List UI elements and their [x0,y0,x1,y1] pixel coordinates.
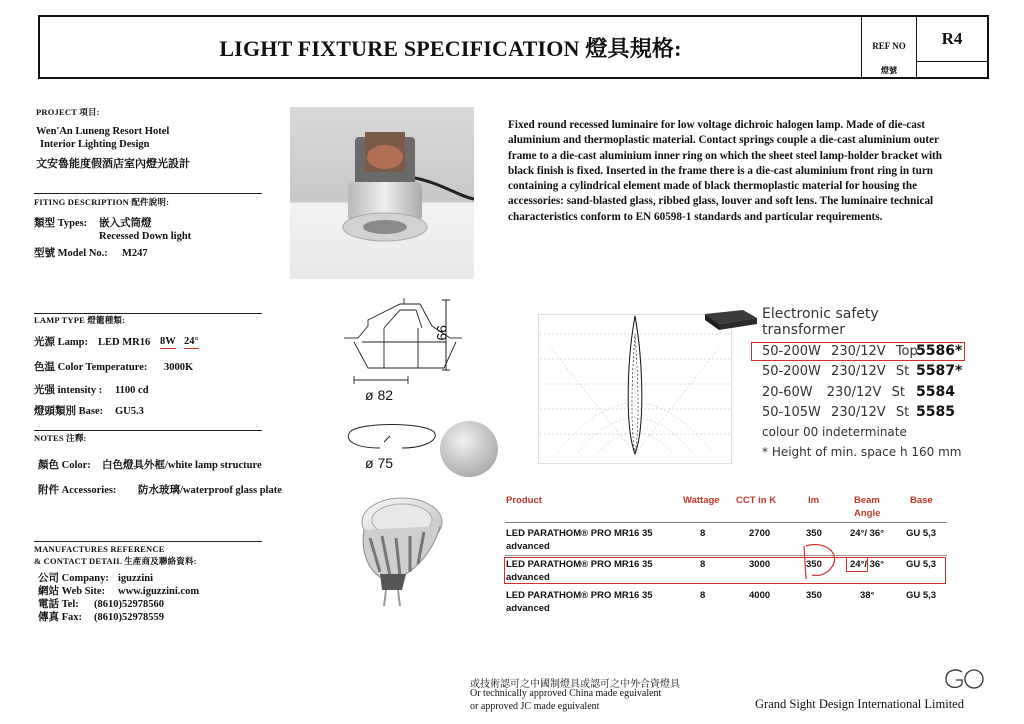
footer-company: Grand Sight Design International Limited [755,697,964,711]
intensity-label: 光强 intensity : [34,385,103,396]
manufacturer-heading1: MANUFACTURES REFERENCE [34,544,165,554]
transformer-mount: Top [895,344,918,359]
lamp-angle: 24° [184,336,199,347]
transformer-code: 5584 [916,384,955,400]
table-cell-cct: 3000 [749,559,771,570]
beam-highlight-box [846,557,868,572]
table-cell-product2: advanced [506,572,550,583]
notes-color-label: 顏色 Color: [38,460,91,471]
spec-header [38,15,989,79]
manufacturer-heading2: & CONTACT DETAIL 生產商及聯絡資料: [34,556,197,566]
table-cell-product: LED PARATHOM® PRO MR16 35 [506,559,653,570]
transformer-mount: St [891,385,905,400]
cutout-diameter: ø 75 [365,455,394,471]
glass-plate-image [438,418,500,480]
table-cell-beam: 38° [860,590,875,601]
red-circle-annotation [800,543,840,583]
table-cell-beam: 24°/ 36° [850,528,885,539]
height-dimension: 99 [434,325,450,341]
transformer-range: 50-105W [762,405,821,420]
transformer-range: 20-60W [762,385,813,400]
tel-label: 電話 Tel: [38,599,79,610]
table-cell-base: GU 5,3 [906,559,937,570]
table-rule [505,555,947,556]
lamp-wattage: 8W [160,336,176,347]
table-rule [505,522,947,523]
model-label: 型號 Model No.: [34,248,108,259]
ref-no-label-cn: 燈號 [881,66,897,75]
table-cell-beam: 24°/ 36° [850,559,885,570]
notes-heading: NOTES 注釋: [34,433,87,443]
project-name-line2: Interior Lighting Design [40,139,150,150]
table-cell-wattage: 8 [700,590,706,601]
color-temp-value: 3000K [164,362,194,373]
transformer-title-line2: transformer [762,322,846,338]
fixture-photo [290,107,474,279]
ref-no-label: REF NO [872,41,906,51]
ref-no-label-cell [862,17,917,77]
transformer-code: 5585 [916,404,955,420]
divider [34,541,262,542]
type-label: 類型 Types: [34,218,88,229]
colour-note: colour 00 indeterminate [762,425,907,439]
website-label: 網站 Web Site: [38,586,106,597]
project-name-line1: Wen'An Luneng Resort Hotel [36,126,170,137]
company-label: 公司 Company: [38,573,109,584]
divider [34,430,262,431]
cutout-drawing [344,420,440,456]
website-value[interactable]: www.iguzzini.com [118,586,200,597]
table-cell-base: GU 5,3 [906,528,937,539]
transformer-volt: 230/12V [826,385,882,400]
table-cell-product2: advanced [506,603,550,614]
company-logo [942,666,988,692]
table-cell-lm: 350 [806,528,822,539]
notes-acc-label: 附件 Accessories: [38,485,117,496]
photometric-diagram [538,314,732,464]
transformer-mount: St [895,364,910,379]
transformer-volt: 230/12V [831,344,886,359]
notes-acc-value: 防水玻璃/waterproof glass plate [138,485,282,496]
project-heading: PROJECT 項目: [36,107,100,117]
table-cell-base: GU 5,3 [906,590,937,601]
lamp-heading: LAMP TYPE 燈籠種類: [34,315,126,325]
footer-en1: Or technically approved China made eguivalent [470,688,662,699]
company-value: iguzzini [118,573,154,584]
col-cct: CCT in K [736,495,777,506]
transformer-mount: St [895,405,910,420]
fixture-description: Fixed round recessed luminaire for low voltage dichroic halogen lamp. Made of die-cast aluminium and thermoplastic material. Contact springs couple a die-cast aluminium outer frame to a die-cast aluminium inner ring on which the sheet steel lamp-holder bracket with black finish is fixed. Inserted in the frame there is a die-cast aluminium front ring in turn containing a cylindrical element made of black thermoplastic material for housing the accessories: sand-blasted glass, ribbed glass, louver and soft lens. The luminaire technical characteristics conform to EN 60598-1 standards and particular requirements. [508,119,943,223]
type-value-en: Recessed Down light [99,231,192,242]
transformer-row [762,405,909,420]
footer-cn: 或技術認可之中國制燈具或認可之中外合資燈具 [470,679,680,690]
footer-en2: or approved JC made eguivalent [470,701,600,712]
transformer-image [703,306,758,334]
col-beam: Beam [854,495,880,506]
tel-value: (8610)52978560 [94,599,164,610]
table-cell-product2: advanced [506,541,550,552]
ref-no-value: R4 [917,17,987,62]
page-title: LIGHT FIXTURE SPECIFICATION 燈具規格: [40,17,862,77]
base-label: 燈頭類別 Base: [34,406,104,417]
fitting-heading: FITING DESCRIPTION 配件說明: [34,197,170,207]
table-cell-product: LED PARATHOM® PRO MR16 35 [506,528,653,539]
model-value: M247 [122,248,148,259]
lamp-value: LED MR16 [98,337,151,348]
table-cell-lm: 350 [806,590,822,601]
fax-value: (8610)52978559 [94,612,164,623]
section-drawing [340,298,470,390]
col-lm: lm [808,495,820,506]
type-value-cn: 嵌入式筒燈 [99,218,152,229]
intensity-value: 1100 cd [115,385,149,396]
transformer-range: 50-200W [762,344,821,359]
col-product: Product [506,495,542,506]
base-value: GU5.3 [115,406,144,417]
table-cell-wattage: 8 [700,528,706,539]
notes-color-value: 白色燈具外框/white lamp structure [102,460,262,471]
table-cell-lm: 350 [806,559,822,570]
transformer-title-line1: Electronic safety [762,306,879,322]
project-name-cn: 文安魯能度假酒店室內燈光設計 [36,158,190,170]
transformer-volt: 230/12V [831,364,886,379]
fax-label: 傳真 Fax: [38,612,83,623]
transformer-volt: 230/12V [831,405,886,420]
transformer-code: 5587* [916,363,963,379]
table-cell-product: LED PARATHOM® PRO MR16 35 [506,590,653,601]
transformer-code: 5586* [916,343,963,359]
divider [34,193,262,194]
lamp-label: 光源 Lamp: [34,337,88,348]
table-cell-cct: 4000 [749,590,771,601]
col-base: Base [910,495,933,506]
height-note: * Height of min. space h 160 mm [762,445,962,459]
table-cell-wattage: 8 [700,559,706,570]
outer-diameter: ø 82 [365,387,394,403]
transformer-title [762,306,879,338]
col-wattage: Wattage [683,495,720,506]
table-cell-cct: 2700 [749,528,771,539]
transformer-row [762,344,918,359]
mr16-lamp-photo [340,494,444,608]
color-temp-label: 色温 Color Temperature: [34,362,148,373]
col-beam-angle: Angle [854,508,881,519]
transformer-row [762,385,905,400]
transformer-row [762,364,909,379]
transformer-range: 50-200W [762,364,821,379]
